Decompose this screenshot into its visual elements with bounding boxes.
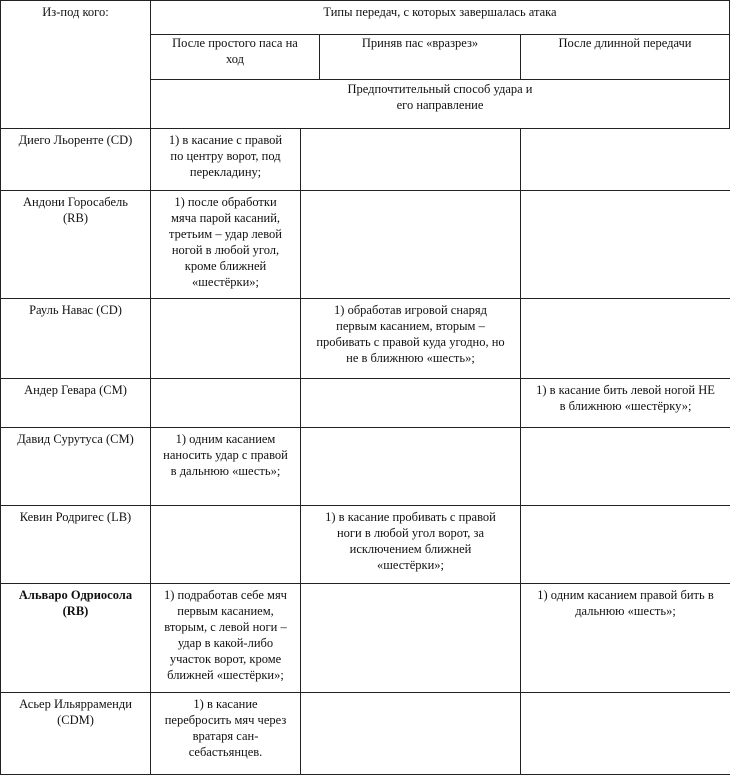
table-cell [150, 190, 301, 299]
table-cell [300, 190, 521, 299]
table-cell [520, 298, 730, 379]
shot-description: 1) обработав игровой снаряд первым касанием, вторым – пробивать с правой куда угодно, но не в ближнюю «шесть»; [316, 303, 505, 365]
table-cell [300, 583, 521, 693]
table-cell [300, 692, 521, 775]
shot-description: 1) после обработки мяча парой касаний, третьим – удар левой ногой в любой угол, кроме ближней «шестёрки»; [169, 195, 282, 289]
table-cell [520, 128, 730, 191]
table-cell [520, 692, 730, 775]
shot-description: 1) подработав себе мяч первым касанием, вторым, с левой ноги – удар в какой-либо участок ворот, кроме ближней «шестёрки»; [164, 588, 287, 682]
shot-description: 1) одним касанием наносить удар с правой в дальнюю «шесть»; [163, 432, 288, 478]
player-name: Давид Сурутуса (CM) [17, 432, 134, 446]
header-col-long-pass [520, 34, 730, 80]
table-cell [520, 427, 730, 506]
table-cell [300, 298, 521, 379]
header-pass-types-label: Типы передач, с которых завершалась атака [323, 5, 557, 19]
table-cell [300, 128, 521, 191]
table-cell [150, 583, 301, 693]
table-cell [150, 505, 301, 584]
player-cell [0, 298, 151, 379]
shot-description: 1) в касание пробивать с правой ноги в любой угол ворот, за исключением ближней «шестёрки»; [325, 510, 496, 572]
player-name: Андони Горосабель (RB) [23, 195, 128, 225]
player-cell [0, 128, 151, 191]
header-shot-method [150, 79, 730, 129]
table-cell [300, 505, 521, 584]
shot-description: 1) в касание с правой по центру ворот, под перекладину; [168, 133, 283, 179]
table-cell [520, 378, 730, 428]
player-cell [0, 583, 151, 693]
shot-description: 1) в касание бить левой ногой НЕ в ближнюю «шестёрку»; [536, 383, 715, 413]
table-cell [520, 190, 730, 299]
player-cell [0, 190, 151, 299]
table-cell [520, 505, 730, 584]
table-cell [150, 692, 301, 775]
player-name: Асьер Ильярраменди (CDM) [19, 697, 132, 727]
table-cell [300, 427, 521, 506]
player-name: Альваро Одриосола (RB) [18, 588, 133, 618]
table-cell [150, 378, 301, 428]
player-name: Рауль Навас (CD) [29, 303, 122, 317]
table-cell [300, 378, 521, 428]
player-cell [0, 505, 151, 584]
header-from-whom-label: Из-под кого: [42, 5, 109, 19]
header-col-simple-pass [150, 34, 320, 80]
table-cell [150, 298, 301, 379]
player-name: Кевин Родригес (LB) [19, 510, 132, 524]
header-col-label: После простого паса на ход [172, 36, 298, 66]
header-pass-types [150, 0, 730, 35]
table-cell [150, 128, 301, 191]
header-col-through-pass [319, 34, 521, 80]
header-from-whom [0, 0, 151, 129]
header-col-label: Приняв пас «вразрез» [361, 36, 479, 50]
header-shot-method-label: Предпочтительный способ удара и его направление [347, 82, 533, 112]
player-name: Диего Льоренте (CD) [18, 133, 133, 147]
player-name: Андер Гевара (CM) [24, 383, 127, 397]
table-cell [150, 427, 301, 506]
header-col-label: После длинной передачи [558, 36, 692, 50]
table-cell [520, 583, 730, 693]
shot-description: 1) в касание перебросить мяч через вратаря сан-себастьянцев. [164, 697, 287, 759]
player-cell [0, 378, 151, 428]
player-cell [0, 692, 151, 775]
shot-description: 1) одним касанием правой бить в дальнюю «шесть»; [537, 588, 714, 618]
player-cell [0, 427, 151, 506]
